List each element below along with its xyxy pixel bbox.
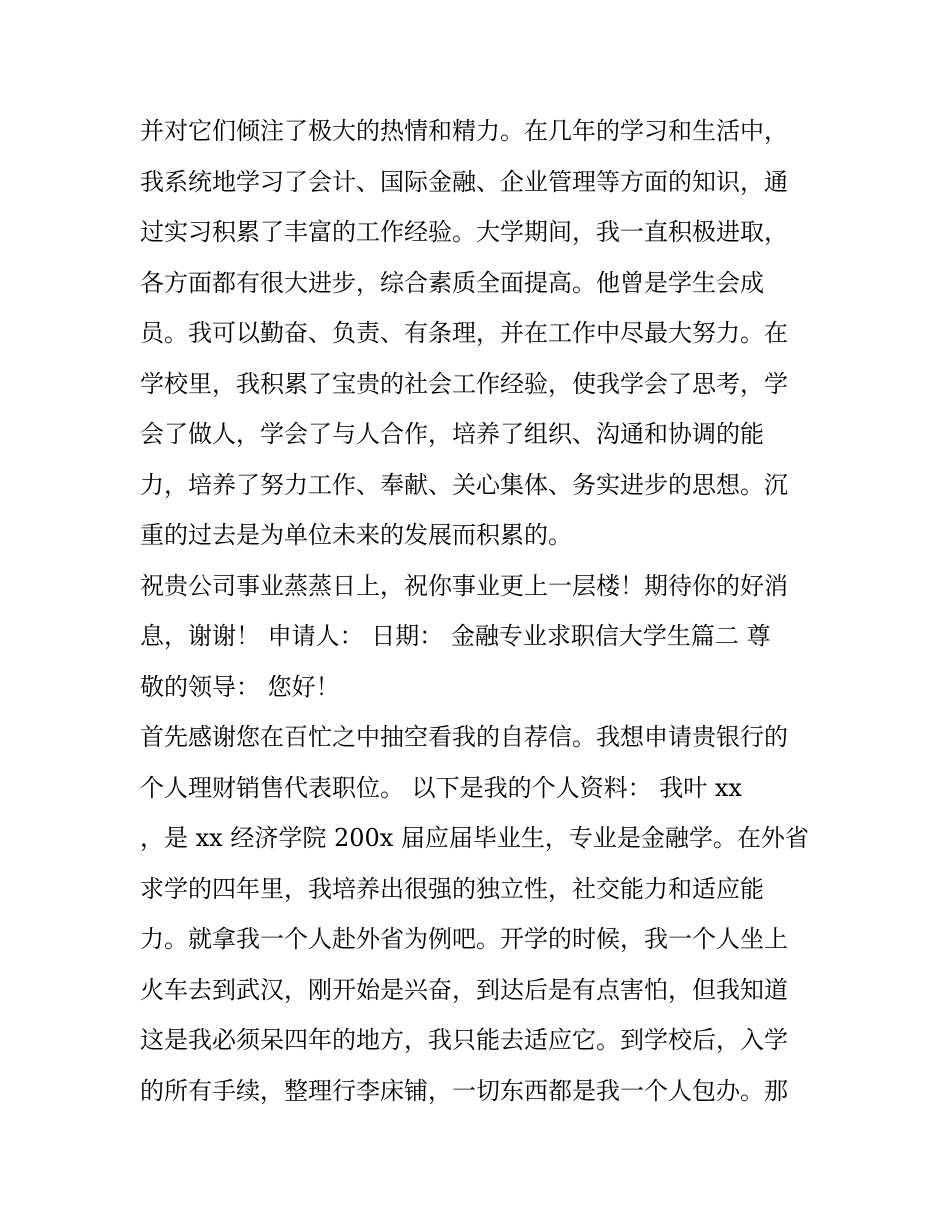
text-line: 各方面都有很大进步，综合素质全面提高。他曾是学生会成 [140, 268, 764, 297]
document-body [140, 106, 820, 1116]
text-line: 求学的四年里，我培养出很强的独立性，社交能力和适应能 [140, 874, 764, 903]
text-line: 首先感谢您在百忙之中抽空看我的自荐信。我想申请贵银行的 [140, 723, 788, 751]
text-line: 敬的领导： 您好！ [140, 672, 340, 701]
text-line: 力。就拿我一个人赴外省为例吧。开学的时候，我一个人坐上 [140, 925, 788, 953]
text-line: 过实习积累了丰富的工作经验。大学期间，我一直积极进取， [140, 218, 788, 246]
text-line: 力，培养了努力工作、奉献、关心集体、务实进步的思想。沉 [140, 470, 788, 499]
text-line: ，是 xx 经济学院 200x 届应届毕业生，专业是金融学。在外省 [140, 824, 809, 852]
text-line: 息，谢谢！ 申请人： 日期： 金融专业求职信大学生篇二 尊 [140, 622, 771, 650]
text-line: 员。我可以勤奋、负责、有条理，并在工作中尽最大努力。在 [140, 319, 788, 347]
text-line: 并对它们倾注了极大的热情和精力。在几年的学习和生活中， [140, 117, 788, 145]
text-line: 重的过去是为单位未来的发展而积累的。 [140, 521, 572, 549]
text-line: 会了做人，学会了与人合作，培养了组织、沟通和协调的能 [140, 420, 764, 448]
text-line: 火车去到武汉，刚开始是兴奋，到达后是有点害怕，但我知道 [140, 975, 788, 1004]
text-line: 我系统地学习了会计、国际金融、企业管理等方面的知识，通 [140, 167, 788, 196]
text-line: 祝贵公司事业蒸蒸日上，祝你事业更上一层楼！期待你的好消 [140, 571, 788, 600]
text-line: 这是我必须呆四年的地方，我只能去适应它。到学校后，入学 [140, 1026, 788, 1054]
text-line: 学校里，我积累了宝贵的社会工作经验，使我学会了思考，学 [140, 369, 788, 398]
text-line: 个人理财销售代表职位。 以下是我的个人资料： 我叶 xx [140, 773, 742, 802]
text-line: 的所有手续，整理行李床铺，一切东西都是我一个人包办。那 [140, 1076, 788, 1105]
